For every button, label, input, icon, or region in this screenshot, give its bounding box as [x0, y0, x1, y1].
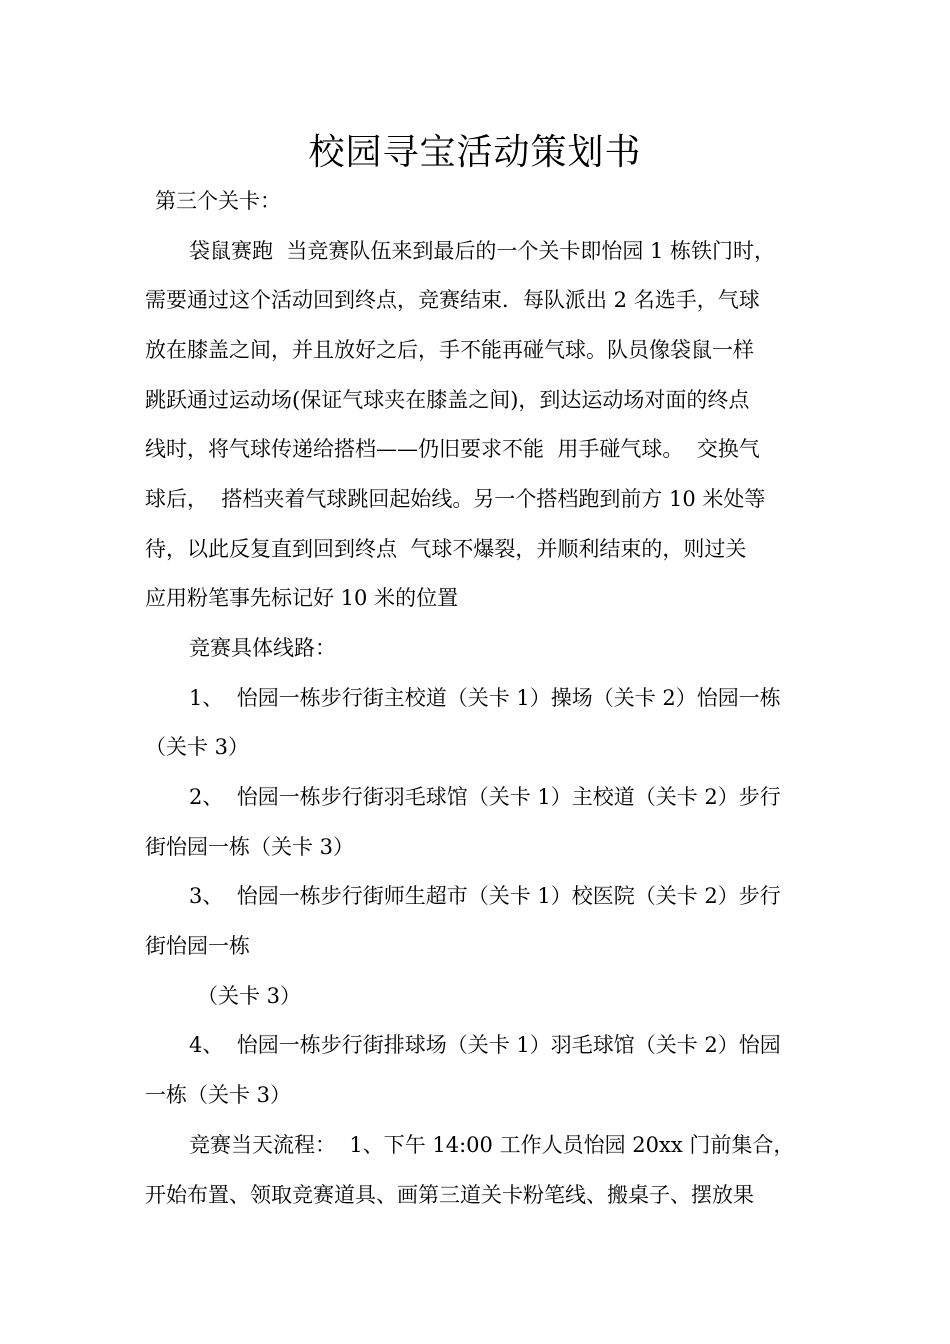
route-item-2-line: 街怡园一栋（关卡 3） — [145, 835, 355, 859]
schedule-line: 开始布置、领取竞赛道具、画第三道关卡粉笔线、搬桌子、摆放果 — [145, 1183, 754, 1207]
paragraph-line: 应用粉笔事先标记好 10 米的位置 — [145, 586, 459, 610]
route-heading: 竞赛具体线路： — [189, 636, 336, 660]
paragraph-line: 需要通过这个活动回到终点，竞赛结束．每队派出 2 名选手，气球 — [145, 288, 760, 312]
schedule-line: 竞赛当天流程： 1、下午 14:00 工作人员怡园 20xx 门前集合， — [189, 1133, 795, 1157]
route-item-4-line: 4、 怡园一栋步行街排球场（关卡 1）羽毛球馆（关卡 2）怡园 — [189, 1033, 781, 1057]
route-item-3-line: （关卡 3） — [197, 984, 302, 1008]
paragraph-line: 跳跃通过运动场(保证气球夹在膝盖之间)，到达运动场对面的终点 — [145, 388, 750, 412]
paragraph-line: 待，以此反复直到回到终点 气球不爆裂，并顺利结束的，则过关 — [145, 537, 747, 561]
section-heading: 第三个关卡： — [155, 189, 281, 213]
route-item-3-line: 街怡园一栋 — [145, 934, 250, 958]
route-item-3-line: 3、 怡园一栋步行街师生超市（关卡 1）校医院（关卡 2）步行 — [189, 884, 781, 908]
paragraph-line: 放在膝盖之间，并且放好之后，手不能再碰气球。队员像袋鼠一样 — [145, 338, 754, 362]
document-title: 校园寻宝活动策划书 — [308, 132, 642, 173]
route-item-2-line: 2、 怡园一栋步行街羽毛球馆（关卡 1）主校道（关卡 2）步行 — [189, 785, 781, 809]
paragraph-line: 袋鼠赛跑 当竞赛队伍来到最后的一个关卡即怡园 1 栋铁门时， — [189, 239, 776, 263]
paragraph-line: 线时，将气球传递给搭档——仍旧要求不能 用手碰气球。 交换气 — [145, 437, 760, 461]
route-item-4-line: 一栋（关卡 3） — [145, 1083, 292, 1107]
route-item-1-line: （关卡 3） — [145, 735, 250, 759]
route-item-1-line: 1、 怡园一栋步行街主校道（关卡 1）操场（关卡 2）怡园一栋 — [189, 686, 781, 710]
paragraph-line: 球后， 搭档夹着气球跳回起始线。另一个搭档跑到前方 10 米处等 — [145, 487, 766, 511]
